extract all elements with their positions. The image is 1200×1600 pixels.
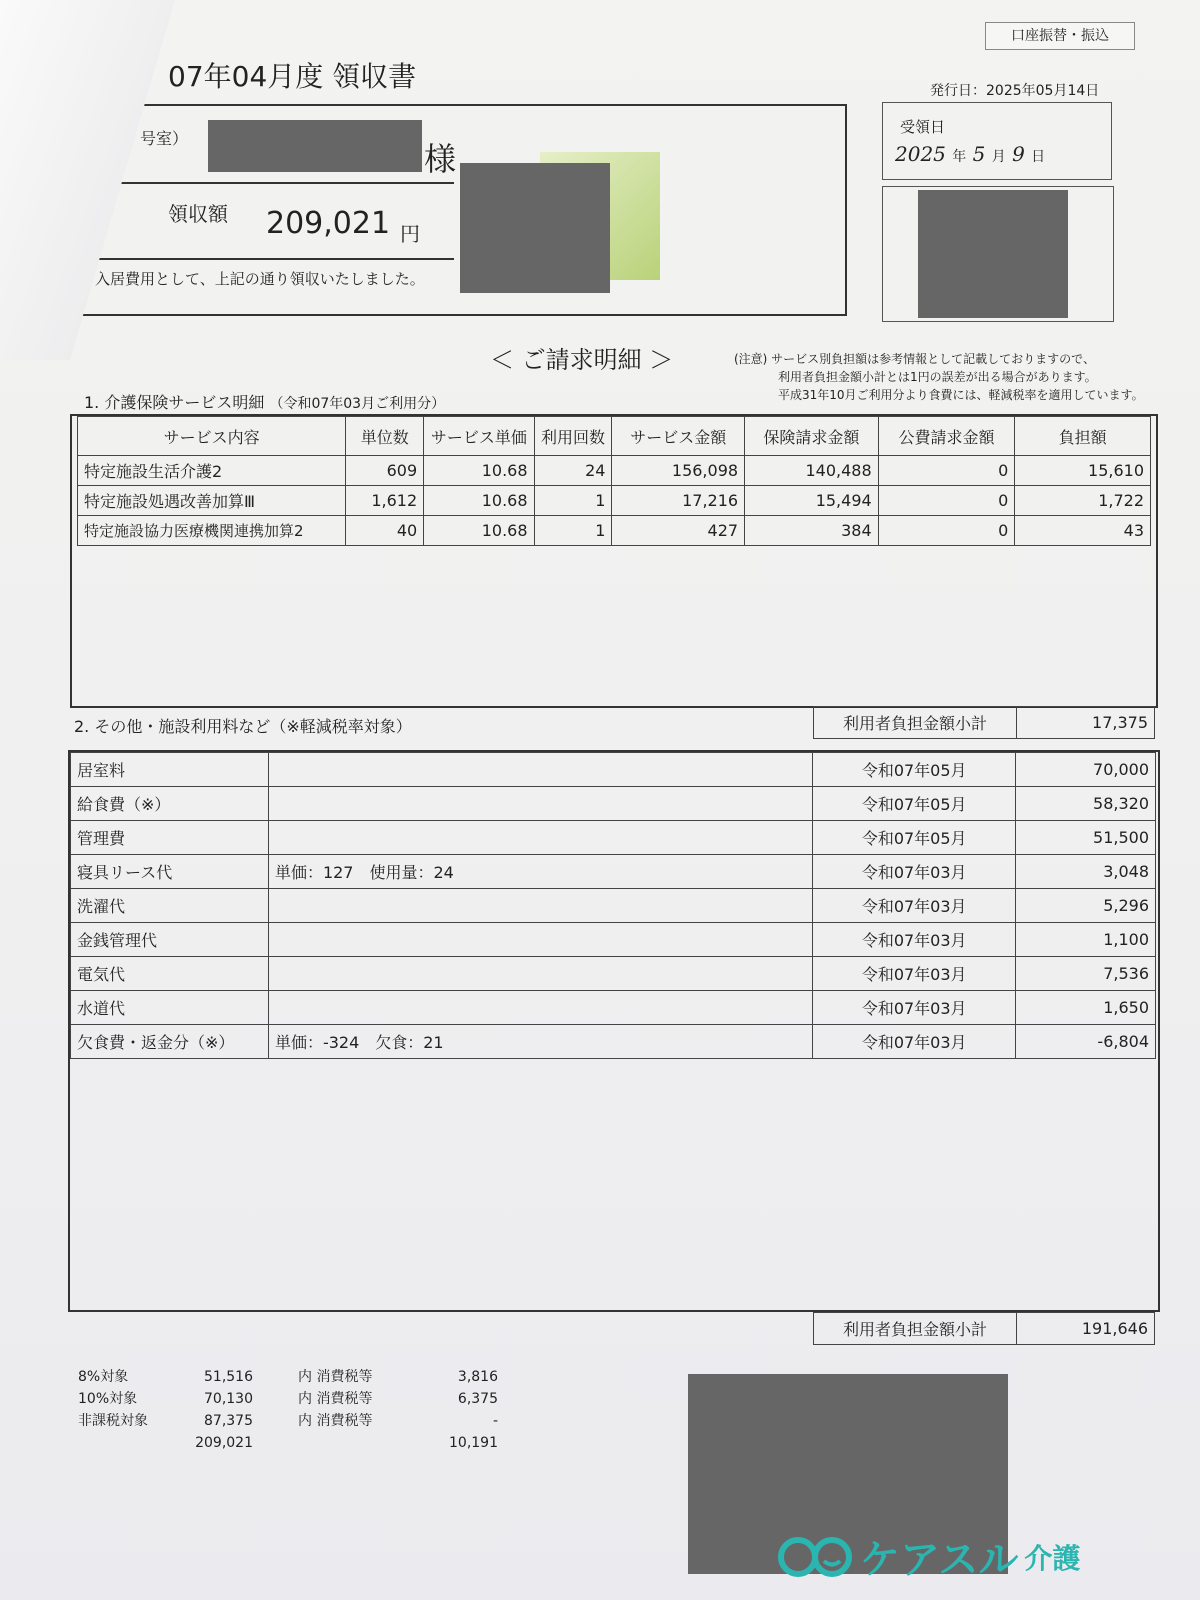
taxable-amount: 51,516 xyxy=(204,1369,253,1385)
tax-category: 10%対象 xyxy=(78,1391,138,1407)
fee-item: 水道代 xyxy=(71,991,269,1025)
service-amount: 427 xyxy=(612,516,745,546)
logo-text: ケアスル xyxy=(860,1537,1019,1583)
user-burden: 43 xyxy=(1015,516,1151,546)
fee-detail xyxy=(268,787,812,821)
col-header: 負担額 xyxy=(1015,417,1151,456)
tax-label: 内 消費税等 xyxy=(298,1413,373,1429)
tax-amount: 3,816 xyxy=(457,1369,498,1385)
fee-detail xyxy=(268,957,812,991)
units: 40 xyxy=(346,516,424,546)
page-title: 07年04月度 領収書 xyxy=(168,60,417,93)
section2-subtotal xyxy=(813,1312,1155,1345)
service-amount: 156,098 xyxy=(612,456,745,486)
tax-label: 内 消費税等 xyxy=(298,1369,373,1385)
usage-count: 1 xyxy=(534,486,612,516)
fee-item: 金銭管理代 xyxy=(71,923,269,957)
fee-item: 管理費 xyxy=(71,821,269,855)
table-row xyxy=(71,1025,1156,1059)
table-row xyxy=(71,889,1156,923)
fee-detail: 単価：127 使用量：24 xyxy=(268,855,812,889)
usage-count: 1 xyxy=(534,516,612,546)
unit-price: 10.68 xyxy=(424,516,534,546)
payment-method-box: 口座振替・振込 xyxy=(985,22,1135,50)
watermark-logo xyxy=(776,1528,1080,1585)
received-month: 5 xyxy=(972,142,986,166)
tax-total: 10,191 xyxy=(449,1435,498,1451)
divider xyxy=(112,182,454,184)
logo-suffix: 介護 xyxy=(1024,1541,1081,1575)
tax-row xyxy=(78,1388,498,1410)
table-row xyxy=(78,456,1151,486)
tax-category: 8%対象 xyxy=(78,1369,129,1385)
day-unit: 日 xyxy=(1031,149,1046,165)
user-burden: 15,610 xyxy=(1015,456,1151,486)
fee-period: 令和07年05月 xyxy=(813,753,1016,787)
col-header: サービス内容 xyxy=(78,417,346,456)
room-label: 号室） xyxy=(140,129,189,148)
insurance-amount: 140,488 xyxy=(745,456,879,486)
table-header-row xyxy=(78,417,1151,456)
public-amount: 0 xyxy=(878,456,1015,486)
service-name: 特定施設生活介護2 xyxy=(78,456,346,486)
honorific: 様 xyxy=(424,140,457,178)
section1-title xyxy=(84,390,445,413)
fee-detail xyxy=(268,923,812,957)
col-header: サービス金額 xyxy=(612,417,745,456)
unit-price: 10.68 xyxy=(424,456,534,486)
fee-item: 居室料 xyxy=(71,753,269,787)
subtotal-label: 利用者負担金額小計 xyxy=(814,707,1017,739)
fee-item: 電気代 xyxy=(71,957,269,991)
user-burden: 1,722 xyxy=(1015,486,1151,516)
table-row xyxy=(71,787,1156,821)
service-amount: 17,216 xyxy=(612,486,745,516)
fee-amount: 51,500 xyxy=(1016,821,1156,855)
yen-unit: 円 xyxy=(400,222,420,246)
col-header: 保険請求金額 xyxy=(745,417,879,456)
tax-label: 内 消費税等 xyxy=(298,1391,373,1407)
note-line: 利用者負担金額小計とは1円の誤差が出る場合があります。 xyxy=(778,370,1097,384)
care-service-table xyxy=(77,416,1151,546)
tax-amount: 6,375 xyxy=(457,1391,498,1407)
note-line: (注意) サービス別負担額は参考情報として記載しておりますので、 xyxy=(734,352,1095,366)
table-row xyxy=(71,855,1156,889)
tax-row xyxy=(78,1410,498,1432)
fee-amount: 3,048 xyxy=(1016,855,1156,889)
redacted-name xyxy=(208,120,422,172)
units: 1,612 xyxy=(346,486,424,516)
fee-period: 令和07年03月 xyxy=(813,855,1016,889)
fee-amount: -6,804 xyxy=(1016,1025,1156,1059)
tax-row xyxy=(78,1366,498,1388)
taxable-amount: 87,375 xyxy=(204,1413,253,1429)
fee-item: 洗濯代 xyxy=(71,889,269,923)
fee-detail: 単価：-324 欠食：21 xyxy=(268,1025,812,1059)
col-header: サービス単価 xyxy=(424,417,534,456)
received-year: 2025 xyxy=(895,142,946,166)
fee-detail xyxy=(268,753,812,787)
fee-period: 令和07年03月 xyxy=(813,957,1016,991)
col-header: 利用回数 xyxy=(534,417,612,456)
table-row xyxy=(78,486,1151,516)
table-row xyxy=(78,516,1151,546)
fee-detail xyxy=(268,991,812,1025)
receipt-statement: 入居費用として、上記の通り領収いたしました。 xyxy=(95,270,425,288)
received-day: 9 xyxy=(1012,142,1025,166)
fee-amount: 7,536 xyxy=(1016,957,1156,991)
subtotal-value: 191,646 xyxy=(1017,1313,1155,1345)
tax-total-row xyxy=(78,1432,498,1454)
units: 609 xyxy=(346,456,424,486)
service-name: 特定施設協力医療機関連携加算2 xyxy=(78,516,346,546)
unit-price: 10.68 xyxy=(424,486,534,516)
insurance-amount: 384 xyxy=(745,516,879,546)
tax-summary xyxy=(78,1366,498,1454)
received-date-box xyxy=(882,102,1112,180)
table-row xyxy=(71,753,1156,787)
redacted-seal xyxy=(460,163,610,293)
note-line: 平成31年10月ご利用分より食費には、軽減税率を適用しています。 xyxy=(778,388,1144,402)
taxable-amount: 70,130 xyxy=(204,1391,253,1407)
fee-period: 令和07年05月 xyxy=(813,821,1016,855)
fee-detail xyxy=(268,821,812,855)
fee-period: 令和07年03月 xyxy=(813,889,1016,923)
table-row xyxy=(71,821,1156,855)
year-unit: 年 xyxy=(952,149,967,165)
fee-period: 令和07年05月 xyxy=(813,787,1016,821)
table-row xyxy=(71,923,1156,957)
divider xyxy=(82,258,454,260)
fee-period: 令和07年03月 xyxy=(813,1025,1016,1059)
fee-amount: 58,320 xyxy=(1016,787,1156,821)
received-date xyxy=(895,142,1045,166)
fee-period: 令和07年03月 xyxy=(813,991,1016,1025)
fee-detail xyxy=(268,889,812,923)
section2-title: 2. その他・施設利用料など（※軽減税率対象） xyxy=(74,717,412,736)
smiley-logo-icon xyxy=(776,1535,860,1579)
fee-period: 令和07年03月 xyxy=(813,923,1016,957)
usage-count: 24 xyxy=(534,456,612,486)
redacted-stamp xyxy=(918,190,1068,318)
grand-total: 209,021 xyxy=(195,1435,253,1451)
table-row xyxy=(71,957,1156,991)
subtotal-label: 利用者負担金額小計 xyxy=(814,1313,1017,1345)
fee-item: 寝具リース代 xyxy=(71,855,269,889)
fee-amount: 1,650 xyxy=(1016,991,1156,1025)
other-fees-table xyxy=(70,752,1156,1059)
section1-period: （令和07年03月ご利用分） xyxy=(269,396,446,412)
section1-subtotal xyxy=(813,706,1155,739)
fee-amount: 70,000 xyxy=(1016,753,1156,787)
fee-item: 欠食費・返金分（※） xyxy=(71,1025,269,1059)
table-row xyxy=(71,991,1156,1025)
subtotal-value: 17,375 xyxy=(1017,707,1155,739)
public-amount: 0 xyxy=(878,516,1015,546)
tax-category: 非課税対象 xyxy=(78,1413,148,1429)
issue-date: 発行日：2025年05月14日 xyxy=(930,83,1100,99)
notes xyxy=(734,350,1144,404)
month-unit: 月 xyxy=(991,149,1006,165)
col-header: 公費請求金額 xyxy=(878,417,1015,456)
fee-item: 給食費（※） xyxy=(71,787,269,821)
fee-amount: 1,100 xyxy=(1016,923,1156,957)
receipt-amount: 209,021 xyxy=(266,206,391,241)
amount-label: 領収額 xyxy=(168,202,228,226)
received-date-label: 受領日 xyxy=(900,118,946,136)
billing-title: ＜ ご請求明細 ＞ xyxy=(490,346,674,374)
service-name: 特定施設処遇改善加算Ⅲ xyxy=(78,486,346,516)
section1-heading: 1. 介護保険サービス明細 xyxy=(84,393,265,412)
col-header: 単位数 xyxy=(346,417,424,456)
public-amount: 0 xyxy=(878,486,1015,516)
insurance-amount: 15,494 xyxy=(745,486,879,516)
tax-amount: - xyxy=(492,1413,498,1429)
fee-amount: 5,296 xyxy=(1016,889,1156,923)
